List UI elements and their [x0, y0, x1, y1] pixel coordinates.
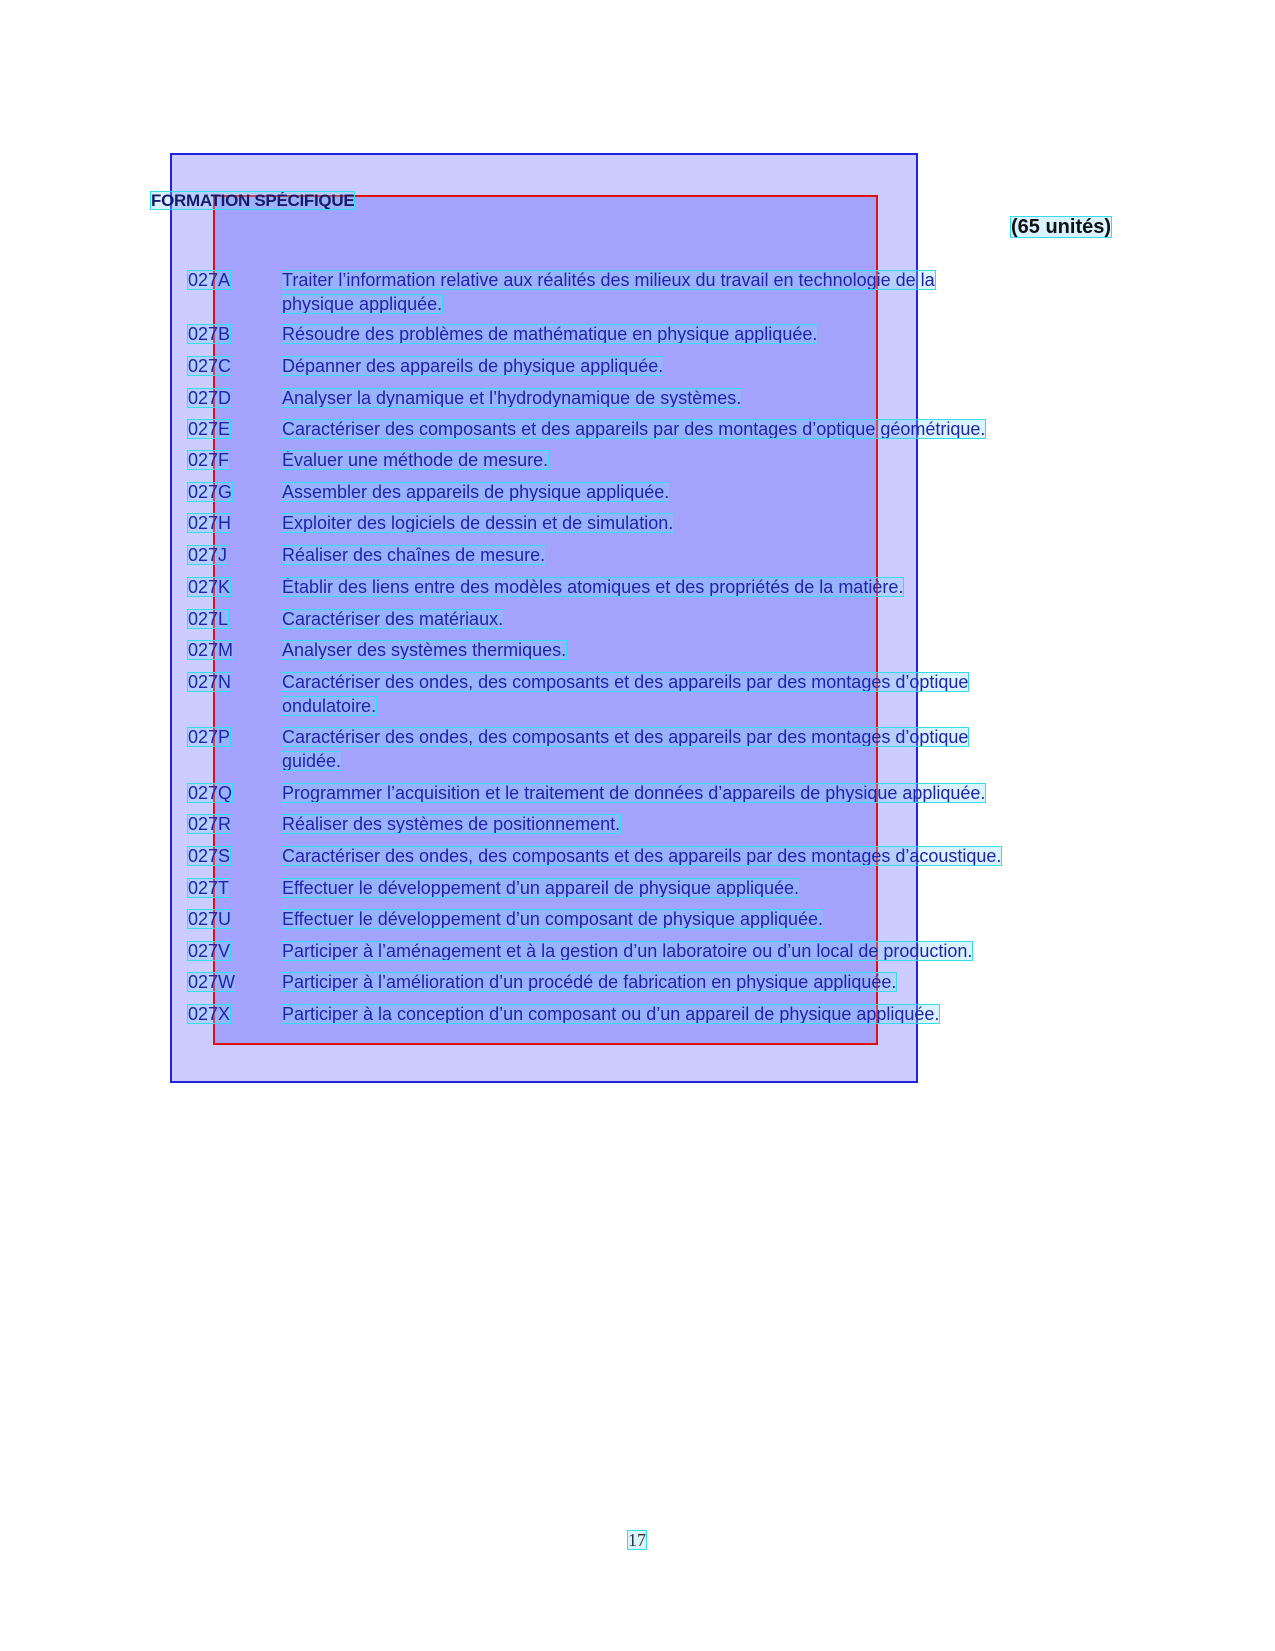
page-number: 17	[628, 1530, 646, 1550]
competency-description: Traiter l’information relative aux réalités des milieux du travail en technologie de la	[282, 270, 935, 290]
competency-code: 027M	[188, 640, 234, 660]
competency-description: Analyser des systèmes thermiques.	[282, 640, 567, 660]
competency-description: Établir des liens entre des modèles atomiques et des propriétés de la matière.	[282, 577, 904, 597]
competency-code: 027Q	[188, 783, 233, 803]
competency-description: Caractériser des matériaux.	[282, 609, 504, 629]
competency-description: Participer à l’aménagement et à la gestion d’un laboratoire ou d’un local de production.	[282, 941, 973, 961]
competency-code: 027F	[188, 450, 230, 470]
section-units: (65 unités)	[1011, 216, 1112, 238]
competency-code: 027B	[188, 324, 231, 344]
section-title: FORMATION SPÉCIFIQUE	[151, 191, 355, 210]
competency-code: 027E	[188, 419, 231, 439]
competency-code: 027R	[188, 814, 232, 834]
competency-code: 027A	[188, 270, 231, 290]
competency-code: 027W	[188, 972, 236, 992]
competency-description: Caractériser des ondes, des composants et des appareils par des montages d’optique	[282, 672, 969, 692]
competency-code: 027T	[188, 878, 230, 898]
competency-description: Participer à l’amélioration d’un procédé de fabrication en physique appliquée.	[282, 972, 897, 992]
competency-description: Caractériser des ondes, des composants et des appareils par des montages d’optique	[282, 727, 969, 747]
competency-description: guidée.	[282, 751, 342, 771]
competency-description: Caractériser des ondes, des composants et des appareils par des montages d’acoustique.	[282, 846, 1002, 866]
competency-description: Dépanner des appareils de physique appliquée.	[282, 356, 664, 376]
competency-code: 027J	[188, 545, 228, 565]
competency-description: physique appliquée.	[282, 294, 443, 314]
competency-description: Analyser la dynamique et l’hydrodynamique de systèmes.	[282, 388, 742, 408]
competency-code: 027K	[188, 577, 231, 597]
competency-code: 027C	[188, 356, 232, 376]
competency-description: Effectuer le développement d’un composant de physique appliquée.	[282, 909, 824, 929]
competency-description: Participer à la conception d’un composant ou d’un appareil de physique appliquée.	[282, 1004, 940, 1024]
competency-code: 027U	[188, 909, 232, 929]
competency-code: 027P	[188, 727, 231, 747]
competency-description: Programmer l’acquisition et le traitement de données d’appareils de physique appliquée.	[282, 783, 986, 803]
competency-code: 027L	[188, 609, 229, 629]
competency-description: Effectuer le développement d’un appareil de physique appliquée.	[282, 878, 800, 898]
competency-code: 027H	[188, 513, 232, 533]
competency-code: 027X	[188, 1004, 231, 1024]
competency-description: Résoudre des problèmes de mathématique en physique appliquée.	[282, 324, 818, 344]
competency-description: Réaliser des chaînes de mesure.	[282, 545, 546, 565]
competency-description: ondulatoire.	[282, 696, 377, 716]
competency-code: 027G	[188, 482, 233, 502]
competency-code: 027N	[188, 672, 232, 692]
competency-description: Réaliser des systèmes de positionnement.	[282, 814, 621, 834]
competency-description: Exploiter des logiciels de dessin et de simulation.	[282, 513, 674, 533]
competency-code: 027D	[188, 388, 232, 408]
competency-description: Évaluer une méthode de mesure.	[282, 450, 549, 470]
competency-description: Caractériser des composants et des appareils par des montages d’optique géométrique.	[282, 419, 986, 439]
competency-code: 027S	[188, 846, 231, 866]
competency-code: 027V	[188, 941, 231, 961]
competency-description: Assembler des appareils de physique appliquée.	[282, 482, 670, 502]
